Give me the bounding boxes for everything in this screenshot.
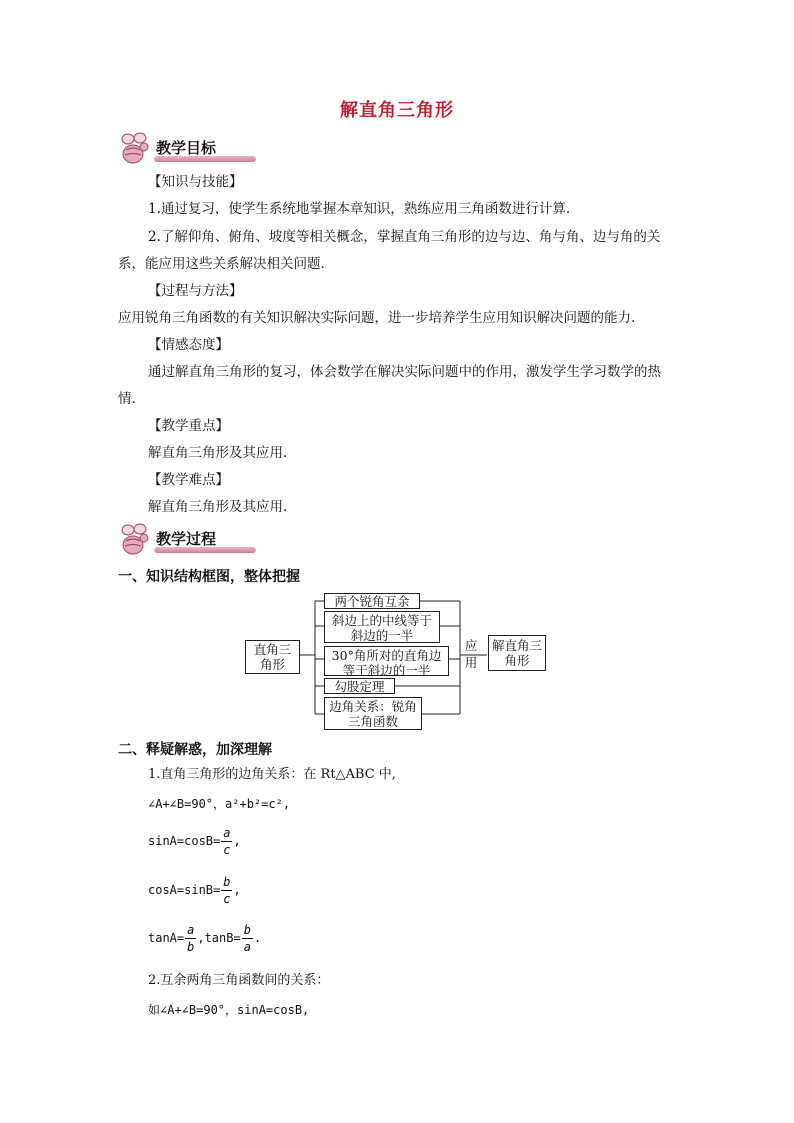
diagram-item-5: 边角关系：锐角三角函数 (324, 697, 422, 730)
tanb-lhs: ,tanB= (197, 931, 241, 945)
complementary-formula: 如∠A+∠B=90°，sinA=cosB, (148, 1003, 310, 1017)
complementary-intro: 2.互余两角三角函数间的关系： (148, 973, 330, 988)
fraction-b-over-a (242, 922, 253, 955)
fraction-denominator: a (243, 940, 251, 954)
banner-label: 教学过程 (156, 530, 217, 548)
fraction-a-over-c (221, 825, 232, 858)
knowledge-structure-diagram (245, 593, 555, 731)
emotion-item-b: 情. (118, 391, 136, 407)
fraction-b-over-c (221, 874, 232, 907)
process-item: 应用锐角三角函数的有关知识解决实际问题，进一步培养学生应用知识解决问题的能力. (118, 310, 636, 326)
knowledge-item-2b: 系，能应用这些关系解决相关问题. (118, 256, 325, 272)
diagram-right-box: 解直角三角形 (488, 635, 546, 671)
fraction-denominator: b (187, 940, 195, 954)
difficulty-item: 解直角三角形及其应用. (148, 499, 288, 515)
sin-lhs: sinA=cosB= (148, 834, 221, 848)
fraction-a-over-b (185, 922, 196, 955)
fraction-numerator: a (223, 826, 231, 840)
diagram-left-box: 直角三角形 (245, 640, 300, 674)
knowledge-item-2a: 2.了解仰角、俯角、坡度等相关概念，掌握直角三角形的边与边、角与角、边与角的关 (148, 229, 661, 245)
fraction-numerator: b (223, 875, 231, 889)
diagram-item-4: 勾股定理 (324, 678, 395, 694)
emotion-heading: 【情感态度】 (148, 337, 229, 353)
diagram-item-2: 斜边上的中线等于斜边的一半 (324, 611, 440, 643)
knowledge-item-1: 1.通过复习，使学生系统地掌握本章知识，熟练应用三角函数进行计算. (148, 201, 571, 217)
bee-icon (118, 523, 154, 557)
relation-intro: 1.直角三角形的边角关系：在 Rt△ABC 中, (148, 767, 396, 782)
diagram-middle-label: 应用 (464, 638, 478, 670)
section-2-heading: 二、释疑解惑，加深理解 (118, 742, 272, 758)
cos-formula: cosA=sinB= $\frac{b}{c}$ , (148, 875, 241, 906)
section-1-heading: 一、知识结构框图，整体把握 (118, 569, 300, 585)
diagram-item-1: 两个锐角互余 (324, 593, 420, 609)
tan-formula: tanA= $\frac{a}{b}$ ,tanB= $\frac{b}{a}$ . (148, 923, 262, 954)
difficulty-heading: 【教学难点】 (148, 472, 229, 488)
cos-lhs: cosA=sinB= (148, 883, 221, 897)
fraction-numerator: b (243, 923, 251, 937)
key-item: 解直角三角形及其应用. (148, 445, 288, 461)
banner-process (118, 523, 258, 557)
angle-sum-formula: ∠A+∠B=90°，a²+b²=c², (148, 797, 291, 811)
knowledge-heading: 【知识与技能】 (148, 174, 243, 190)
bee-icon (118, 132, 154, 166)
page-title: 解直角三角形 (340, 100, 454, 121)
emotion-item-a: 通过解直角三角形的复习，体会数学在解决实际问题中的作用，激发学生学习数学的热 (148, 364, 661, 380)
fraction-denominator: c (223, 843, 231, 857)
key-heading: 【教学重点】 (148, 418, 229, 434)
process-heading: 【过程与方法】 (148, 283, 243, 299)
banner-goals (118, 132, 258, 166)
diagram-item-3: 30°角所对的直角边等于斜边的一半 (324, 646, 449, 676)
sin-formula: sinA=cosB= $\frac{a}{c}$ , (148, 826, 241, 857)
tan-lhs: tanA= (148, 931, 185, 945)
fraction-denominator: c (223, 892, 231, 906)
banner-label: 教学目标 (156, 139, 217, 157)
fraction-numerator: a (187, 923, 195, 937)
